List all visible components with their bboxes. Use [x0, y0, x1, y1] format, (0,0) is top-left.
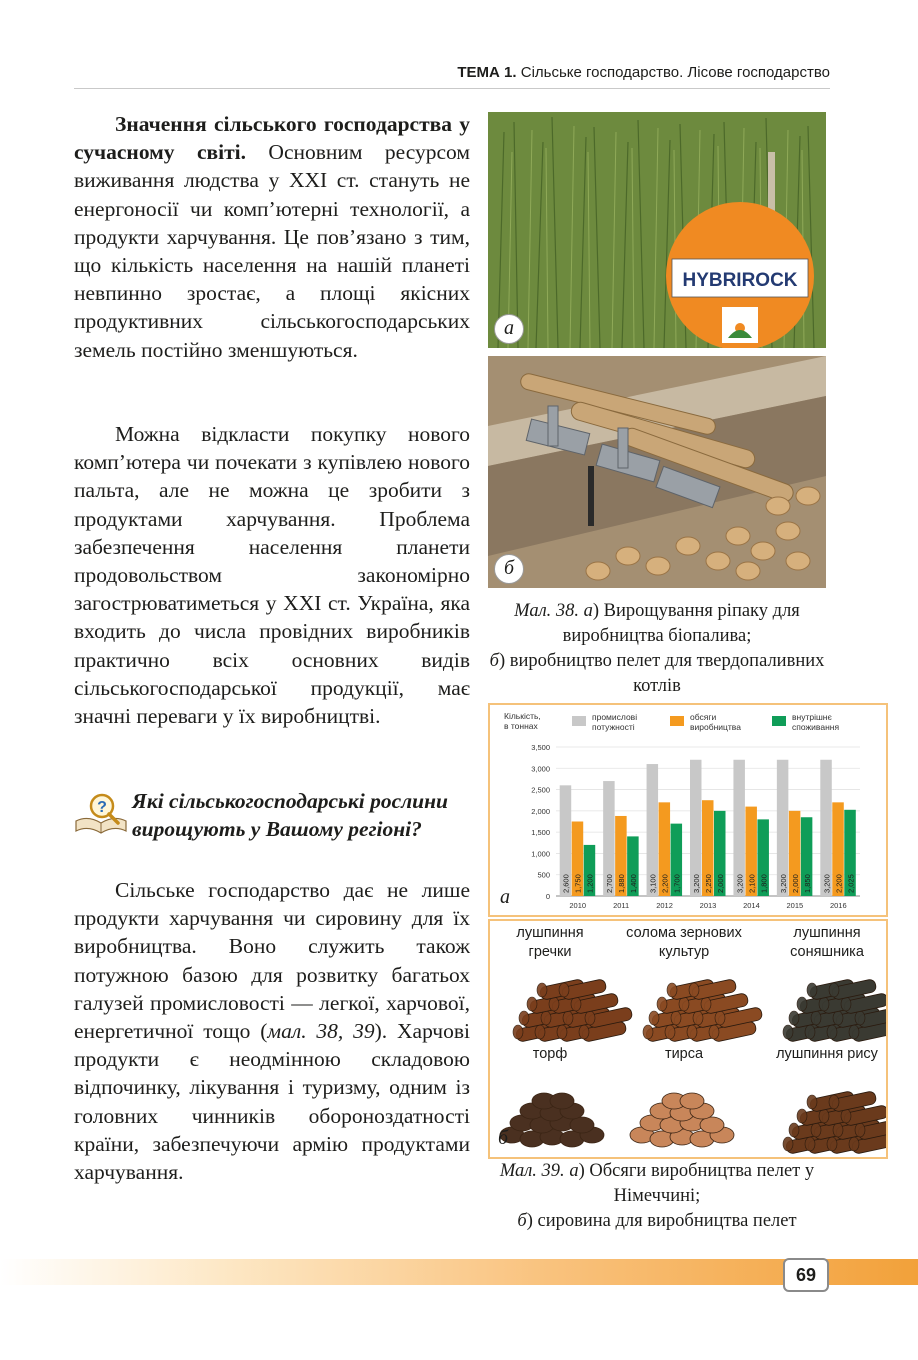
figure-38-caption — [484, 599, 830, 699]
bar-value-label: 1,880 — [617, 874, 627, 893]
paragraph-3-text-a: Сільське господарство дає не лише продукти харчування чи сировину для їх виробництва. Воно служить також потужною базою для розвитку багатьох галузей промисловості — легкої, харчової, енергетичної тощо ( — [74, 878, 470, 1044]
page-number: 69 — [783, 1258, 829, 1292]
question-text: Які сільськогосподарські рослини вирощують у Вашому регіоні? — [132, 789, 448, 842]
x-tick-label: 2011 — [613, 901, 630, 910]
x-tick-label: 2014 — [743, 901, 760, 910]
bar-value-label: 3,100 — [648, 874, 658, 893]
pellet-label-5: тирса — [664, 1046, 704, 1062]
bar-value-label: 2,000 — [716, 874, 725, 893]
x-tick-label: 2016 — [829, 901, 847, 910]
bar-value-label: 3,200 — [822, 874, 832, 893]
y-tick-label: 3,000 — [531, 764, 550, 774]
y-tick-label: 1,500 — [531, 828, 550, 838]
footer-bar — [0, 1259, 918, 1285]
svg-text:?: ? — [97, 799, 107, 816]
paragraph-1-heading: Значення сільського господарства у сучасному світі. — [74, 112, 470, 165]
pellet-machine-image — [488, 356, 826, 588]
paragraph-2-text: Можна відкласти покупку нового комп’ютера чи почекати з купівлею нового пальта, але не можна це зробити з продуктами харчування. Проблема забезпечення населення планети продовольством закономірно загострюватиметься у XXI ст. Україна, яка входить до числа провідних виробників практично всіх основних видів сільськогосподарської продукції, має значні переваги у їх виробництві. — [74, 422, 470, 729]
running-header — [457, 64, 830, 81]
bar-value-label: 2,100 — [747, 874, 757, 893]
book-magnifier-icon — [74, 791, 128, 835]
pellet-pile-2 — [643, 979, 763, 1043]
y-tick-label: 3,500 — [531, 743, 550, 752]
photo-rapeseed-field — [488, 112, 826, 348]
figure-38-a-text: ) Вирощування ріпаку для виробництва біопалива; — [562, 601, 800, 646]
pellet-pile-6 — [783, 1091, 886, 1155]
y-axis-label: Кількість, в тоннах — [504, 711, 541, 731]
chart-panel-label: а — [500, 886, 510, 908]
bar-value-label: 1,200 — [585, 874, 595, 893]
bar-value-label: 1,400 — [629, 874, 639, 893]
y-tick-label: 500 — [537, 870, 550, 880]
bar-value-label: 2,200 — [834, 874, 844, 893]
figure-39-caption — [484, 1159, 830, 1234]
bar-value-label: 2,200 — [660, 874, 670, 893]
header-title: Сільське господарство. Лісове господарство — [520, 64, 830, 81]
pellet-label-4: торф — [532, 1046, 568, 1062]
figure-39-number: Мал. 39. — [499, 1161, 565, 1181]
bar-value-label: 1,750 — [573, 874, 583, 893]
figure-39-a-letter: а — [569, 1161, 579, 1181]
x-tick-label: 2013 — [699, 901, 717, 910]
legend-label-3: внутрішнє споживання — [792, 712, 840, 732]
x-tick-label: 2010 — [569, 901, 587, 910]
pellet-production-chart — [488, 703, 888, 917]
legend-label-2: обсяги виробництва — [690, 712, 741, 732]
rapeseed-field-image — [488, 112, 826, 348]
figure-39-a-text: ) Обсяги виробництва пелет у Німеччині; — [578, 1161, 815, 1206]
paragraph-1-text: Основним ресурсом виживання людства у XXI ст. стануть не енергоносії чи комп’ютерні технології, а продукти харчування. Це пов’язано з тим, що кількість населення на нашій планеті невпинно зростає, а площі якісних продуктивних сільськогосподарських земель постійно зменшуються. — [74, 140, 471, 362]
legend-label-1: промислові потужності — [592, 712, 638, 732]
y-tick-label: 0 — [545, 892, 550, 901]
paragraph-3-text-b: ). Харчові продукти є неодмінною складовою відпочинку, лікування і туризму, одним із головних чинників обороноздатності країни, забезпечуючи армію продуктами харчування. — [74, 1019, 470, 1185]
figure-38-number: Мал. 38. — [514, 601, 580, 621]
pellet-pile-1 — [513, 979, 633, 1043]
bar-value-label: 2,250 — [704, 874, 713, 893]
pellet-label-1: лушпиння гречки — [516, 925, 584, 960]
y-tick-label: 1,000 — [531, 849, 550, 859]
header-divider — [74, 88, 830, 89]
photo-a-label: а — [494, 314, 524, 344]
figure-38-b-letter: б — [489, 651, 499, 671]
photo-pellet-production — [488, 356, 826, 588]
bar-value-label: 1,700 — [672, 874, 682, 893]
photo-b-label: б — [494, 554, 524, 584]
header-tema: ТЕМА 1. — [457, 64, 517, 81]
paragraph-3 — [74, 876, 470, 1186]
pellet-pile-3 — [783, 979, 886, 1043]
figure-38-a-letter: а — [583, 601, 593, 621]
figure-38-b-text: ) виробництво пелет для твердопаливних котлів — [498, 651, 825, 696]
pellet-label-6: лушпиння рису — [776, 1046, 878, 1062]
legend-swatch-3 — [772, 716, 786, 726]
x-tick-label: 2015 — [786, 901, 804, 910]
bar-value-label: 1,800 — [759, 874, 769, 893]
figure-39-b-letter: б — [517, 1211, 527, 1231]
paragraph-2 — [74, 420, 470, 730]
bar-value-label: 2,700 — [605, 874, 615, 893]
bar-value-label: 3,200 — [692, 874, 701, 893]
bar-value-label: 3,200 — [778, 874, 788, 893]
question-block — [74, 787, 470, 843]
pellet-label-3: лушпиння соняшника — [790, 925, 864, 960]
bar-value-label: 2,025 — [846, 874, 856, 893]
x-tick-label: 2012 — [656, 901, 673, 910]
y-tick-label: 2,000 — [531, 806, 550, 816]
pellet-panel-label: б — [498, 1127, 509, 1149]
chart-canvas — [490, 705, 886, 915]
bar-value-label: 2,000 — [790, 874, 800, 893]
legend-swatch-1 — [572, 716, 586, 726]
legend-swatch-2 — [670, 716, 684, 726]
bar-value-label: 3,200 — [735, 874, 745, 893]
y-tick-label: 2,500 — [531, 785, 550, 795]
bar-value-label: 2,600 — [561, 874, 571, 893]
figure-reference: мал. 38, 39 — [267, 1019, 375, 1044]
paragraph-1 — [74, 110, 470, 364]
pellet-materials-panel — [488, 919, 888, 1159]
pellet-pile-5 — [630, 1093, 734, 1147]
bar-value-label: 1,850 — [802, 874, 812, 893]
pellet-label-2: солома зернових культур — [626, 925, 742, 960]
sign-text: HYBRIROCK — [682, 270, 798, 291]
figure-39-b-text: ) сировина для виробництва пелет — [526, 1211, 797, 1231]
pellet-pile-4 — [500, 1093, 604, 1147]
